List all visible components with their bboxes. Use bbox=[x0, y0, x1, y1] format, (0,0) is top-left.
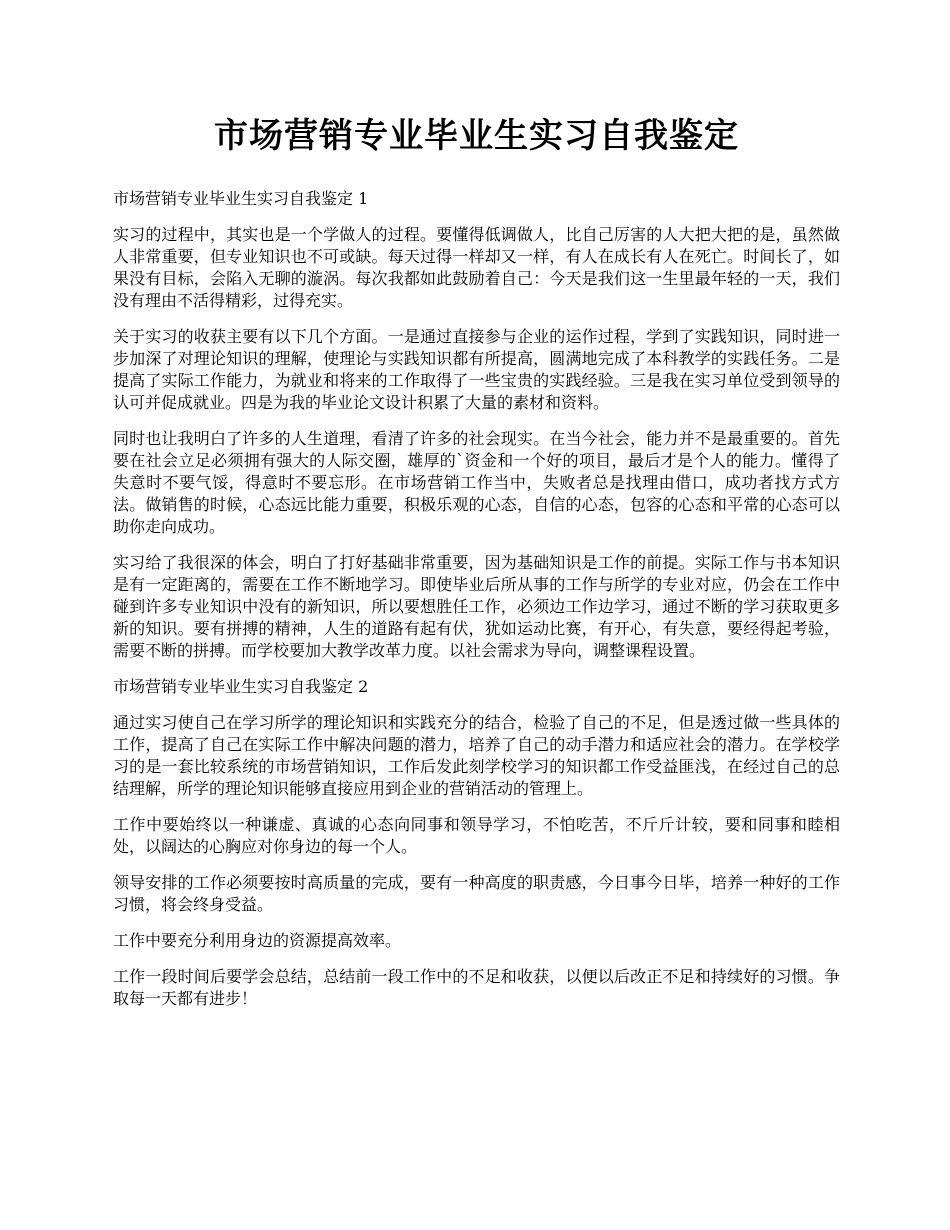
section-heading-1: 市场营销专业毕业生实习自我鉴定 1 bbox=[113, 189, 369, 208]
paragraph: 实习给了我很深的体会，明白了打好基础非常重要，因为基础知识是工作的前提。实际工作与书本知识是有一定距离的，需要在工作不断地学习。即使毕业后所从事的工作与所学的专业对应，仍会在工作中碰到许多专业知识中没有的新知识，所以要想胜任工作，必须边工作边学习，通过不断的学习获取更多新的知识。要有拼搏的精神，人生的道路有起有伏，犹如运动比赛，有开心，有失意，要经得起考验，需要不断的拼搏。而学校要加大教学改革力度。以社会需求为导向，调整课程设置。 bbox=[113, 553, 840, 660]
paragraph: 通过实习使自己在学习所学的理论知识和实践充分的结合，检验了自己的不足，但是透过做一些具体的工作，提高了自己在实际工作中解决问题的潜力，培养了自己的动手潜力和适应社会的潜力。在学校学习的是一套比较系统的市场营销知识，工作后发此刻学校学习的知识都工作受益匪浅，在经过自己的总结理解，所学的理论知识能够直接应用到企业的营销活动的管理上。 bbox=[113, 713, 840, 798]
paragraph: 工作中要充分利用身边的资源提高效率。 bbox=[113, 931, 402, 950]
paragraph: 关于实习的收获主要有以下几个方面。一是通过直接参与企业的运作过程，学到了实践知识，同时进一步加深了对理论知识的理解，使理论与实践知识都有所提高，圆满地完成了本科教学的实践任务。二是提高了实际工作能力，为就业和将来的工作取得了一些宝贵的实践经验。三是我在实习单位受到领导的认可并促成就业。四是为我的毕业论文设计积累了大量的素材和资料。 bbox=[113, 327, 840, 412]
paragraph: 工作一段时间后要学会总结，总结前一段工作中的不足和收获，以便以后改正不足和持续好的习惯。争取每一天都有进步！ bbox=[113, 967, 840, 1008]
paragraph: 工作中要始终以一种谦虚、真诚的心态向同事和领导学习，不怕吃苦，不斤斤计较，要和同事和睦相处，以阔达的心胸应对你身边的每一个人。 bbox=[113, 815, 840, 856]
paragraph: 领导安排的工作必须要按时高质量的完成，要有一种高度的职责感，今日事今日毕，培养一种好的工作习惯，将会终身受益。 bbox=[113, 873, 840, 914]
document-title: 市场营销专业毕业生实习自我鉴定 bbox=[214, 116, 739, 156]
section-heading-2: 市场营销专业毕业生实习自我鉴定 2 bbox=[113, 677, 369, 696]
document-body bbox=[113, 108, 840, 1024]
paragraph: 同时也让我明白了许多的人生道理，看清了许多的社会现实。在当今社会，能力并不是最重要的。首先要在社会立足必须拥有强大的人际交圈，雄厚的`资金和一个好的项目，最后才是个人的能力。懂得了失意时不要气馁，得意时不要忘形。在市场营销工作当中，失败者总是找理由借口，成功者找方式方法。做销售的时候，心态远比能力重要，积极乐观的心态，自信的心态，包容的心态和平常的心态可以助你走向成功。 bbox=[113, 429, 840, 536]
paragraph: 实习的过程中，其实也是一个学做人的过程。要懂得低调做人，比自己厉害的人大把大把的是，虽然做人非常重要，但专业知识也不可或缺。每天过得一样却又一样，有人在成长有人在死亡。时间长了，如果没有目标，会陷入无聊的漩涡。每次我都如此鼓励着自己：今天是我们这一生里最年轻的一天，我们没有理由不活得精彩，过得充实。 bbox=[113, 225, 840, 310]
